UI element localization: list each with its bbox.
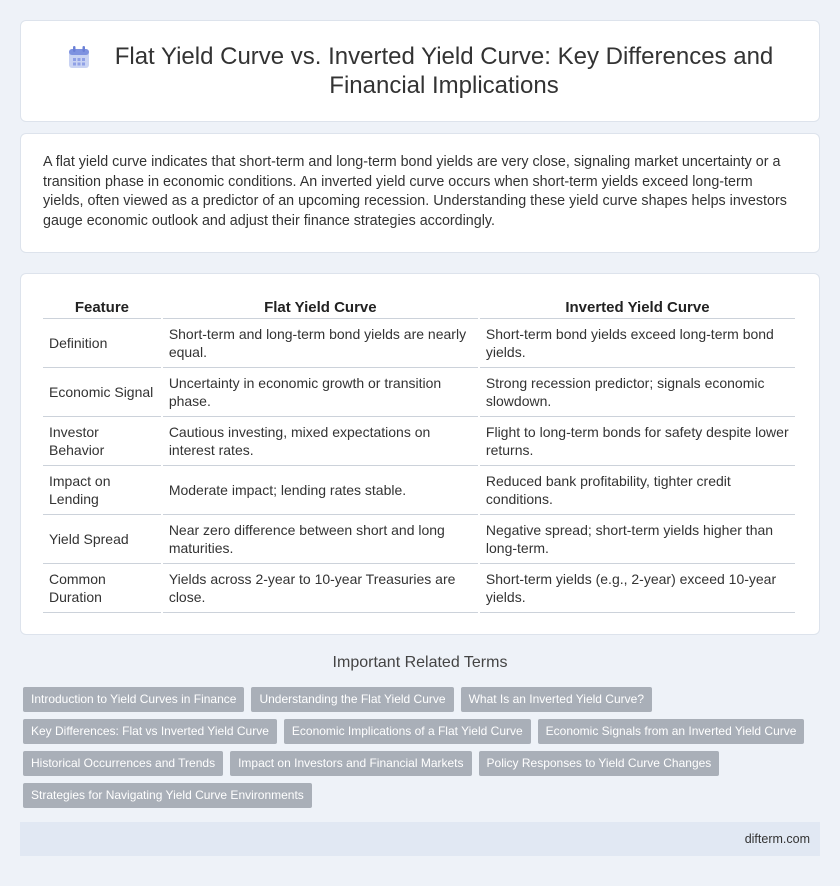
table-cell-flat: Near zero difference between short and long maturities. xyxy=(163,515,478,564)
table-row xyxy=(43,319,795,368)
table-cell-flat: Uncertainty in economic growth or transition phase. xyxy=(163,368,478,417)
table-cell-inverted: Negative spread; short-term yields higher than long-term. xyxy=(480,515,795,564)
table-row xyxy=(43,368,795,417)
header-card xyxy=(20,20,820,122)
related-terms-list xyxy=(23,687,813,815)
intro-text: A flat yield curve indicates that short-term and long-term bond yields are very close, signaling market uncertainty or a transition phase in economic conditions. An inverted yield curve occurs when short-term yields exceed long-term yields, often viewed as a predictor of an upcoming recession. Understanding these yield curve shapes helps investors gauge economic outlook and adjust their finance strategies accordingly. xyxy=(43,154,787,229)
calendar-icon xyxy=(66,44,92,70)
table-cell-inverted: Strong recession predictor; signals economic slowdown. xyxy=(480,368,795,417)
table-row xyxy=(43,515,795,564)
table-cell-inverted: Short-term yields (e.g., 2-year) exceed 10-year yields. xyxy=(480,564,795,613)
related-term-tag[interactable]: Strategies for Navigating Yield Curve Environments xyxy=(23,783,312,808)
related-term-tag[interactable]: Economic Implications of a Flat Yield Curve xyxy=(284,719,531,744)
table-cell-inverted: Reduced bank profitability, tighter credit conditions. xyxy=(480,466,795,515)
table-cell-feature: Yield Spread xyxy=(43,515,161,564)
table-header-row xyxy=(43,296,795,319)
table-cell-feature: Impact on Lending xyxy=(43,466,161,515)
table-cell-feature: Definition xyxy=(43,319,161,368)
table-cell-flat: Short-term and long-term bond yields are nearly equal. xyxy=(163,319,478,368)
related-term-tag[interactable]: Introduction to Yield Curves in Finance xyxy=(23,687,244,712)
table-row xyxy=(43,466,795,515)
table-cell-flat: Yields across 2-year to 10-year Treasuries are close. xyxy=(163,564,478,613)
table-cell-inverted: Flight to long-term bonds for safety despite lower returns. xyxy=(480,417,795,466)
related-term-tag[interactable]: Policy Responses to Yield Curve Changes xyxy=(479,751,720,776)
table-cell-flat: Cautious investing, mixed expectations on interest rates. xyxy=(163,417,478,466)
table-cell-inverted: Short-term bond yields exceed long-term bond yields. xyxy=(480,319,795,368)
page-title: Flat Yield Curve vs. Inverted Yield Curve: Key Differences and Financial Implications xyxy=(114,43,774,99)
related-term-tag[interactable]: Economic Signals from an Inverted Yield Curve xyxy=(538,719,805,744)
table-header-inverted: Inverted Yield Curve xyxy=(480,296,795,319)
table-cell-feature: Common Duration xyxy=(43,564,161,613)
related-term-tag[interactable]: Key Differences: Flat vs Inverted Yield Curve xyxy=(23,719,277,744)
comparison-table-card xyxy=(20,273,820,635)
table-row xyxy=(43,417,795,466)
footer xyxy=(20,822,820,856)
table-header-flat: Flat Yield Curve xyxy=(163,296,478,319)
table-cell-feature: Economic Signal xyxy=(43,368,161,417)
intro-card xyxy=(20,133,820,253)
related-term-tag[interactable]: What Is an Inverted Yield Curve? xyxy=(461,687,652,712)
related-term-tag[interactable]: Understanding the Flat Yield Curve xyxy=(251,687,453,712)
related-term-tag[interactable]: Impact on Investors and Financial Markets xyxy=(230,751,471,776)
comparison-table xyxy=(41,296,797,613)
table-cell-feature: Investor Behavior xyxy=(43,417,161,466)
related-term-tag[interactable]: Historical Occurrences and Trends xyxy=(23,751,223,776)
table-header-feature: Feature xyxy=(43,296,161,319)
related-terms-title: Important Related Terms xyxy=(332,654,508,671)
footer-site-link[interactable]: difterm.com xyxy=(744,832,810,846)
table-row xyxy=(43,564,795,613)
table-cell-flat: Moderate impact; lending rates stable. xyxy=(163,466,478,515)
